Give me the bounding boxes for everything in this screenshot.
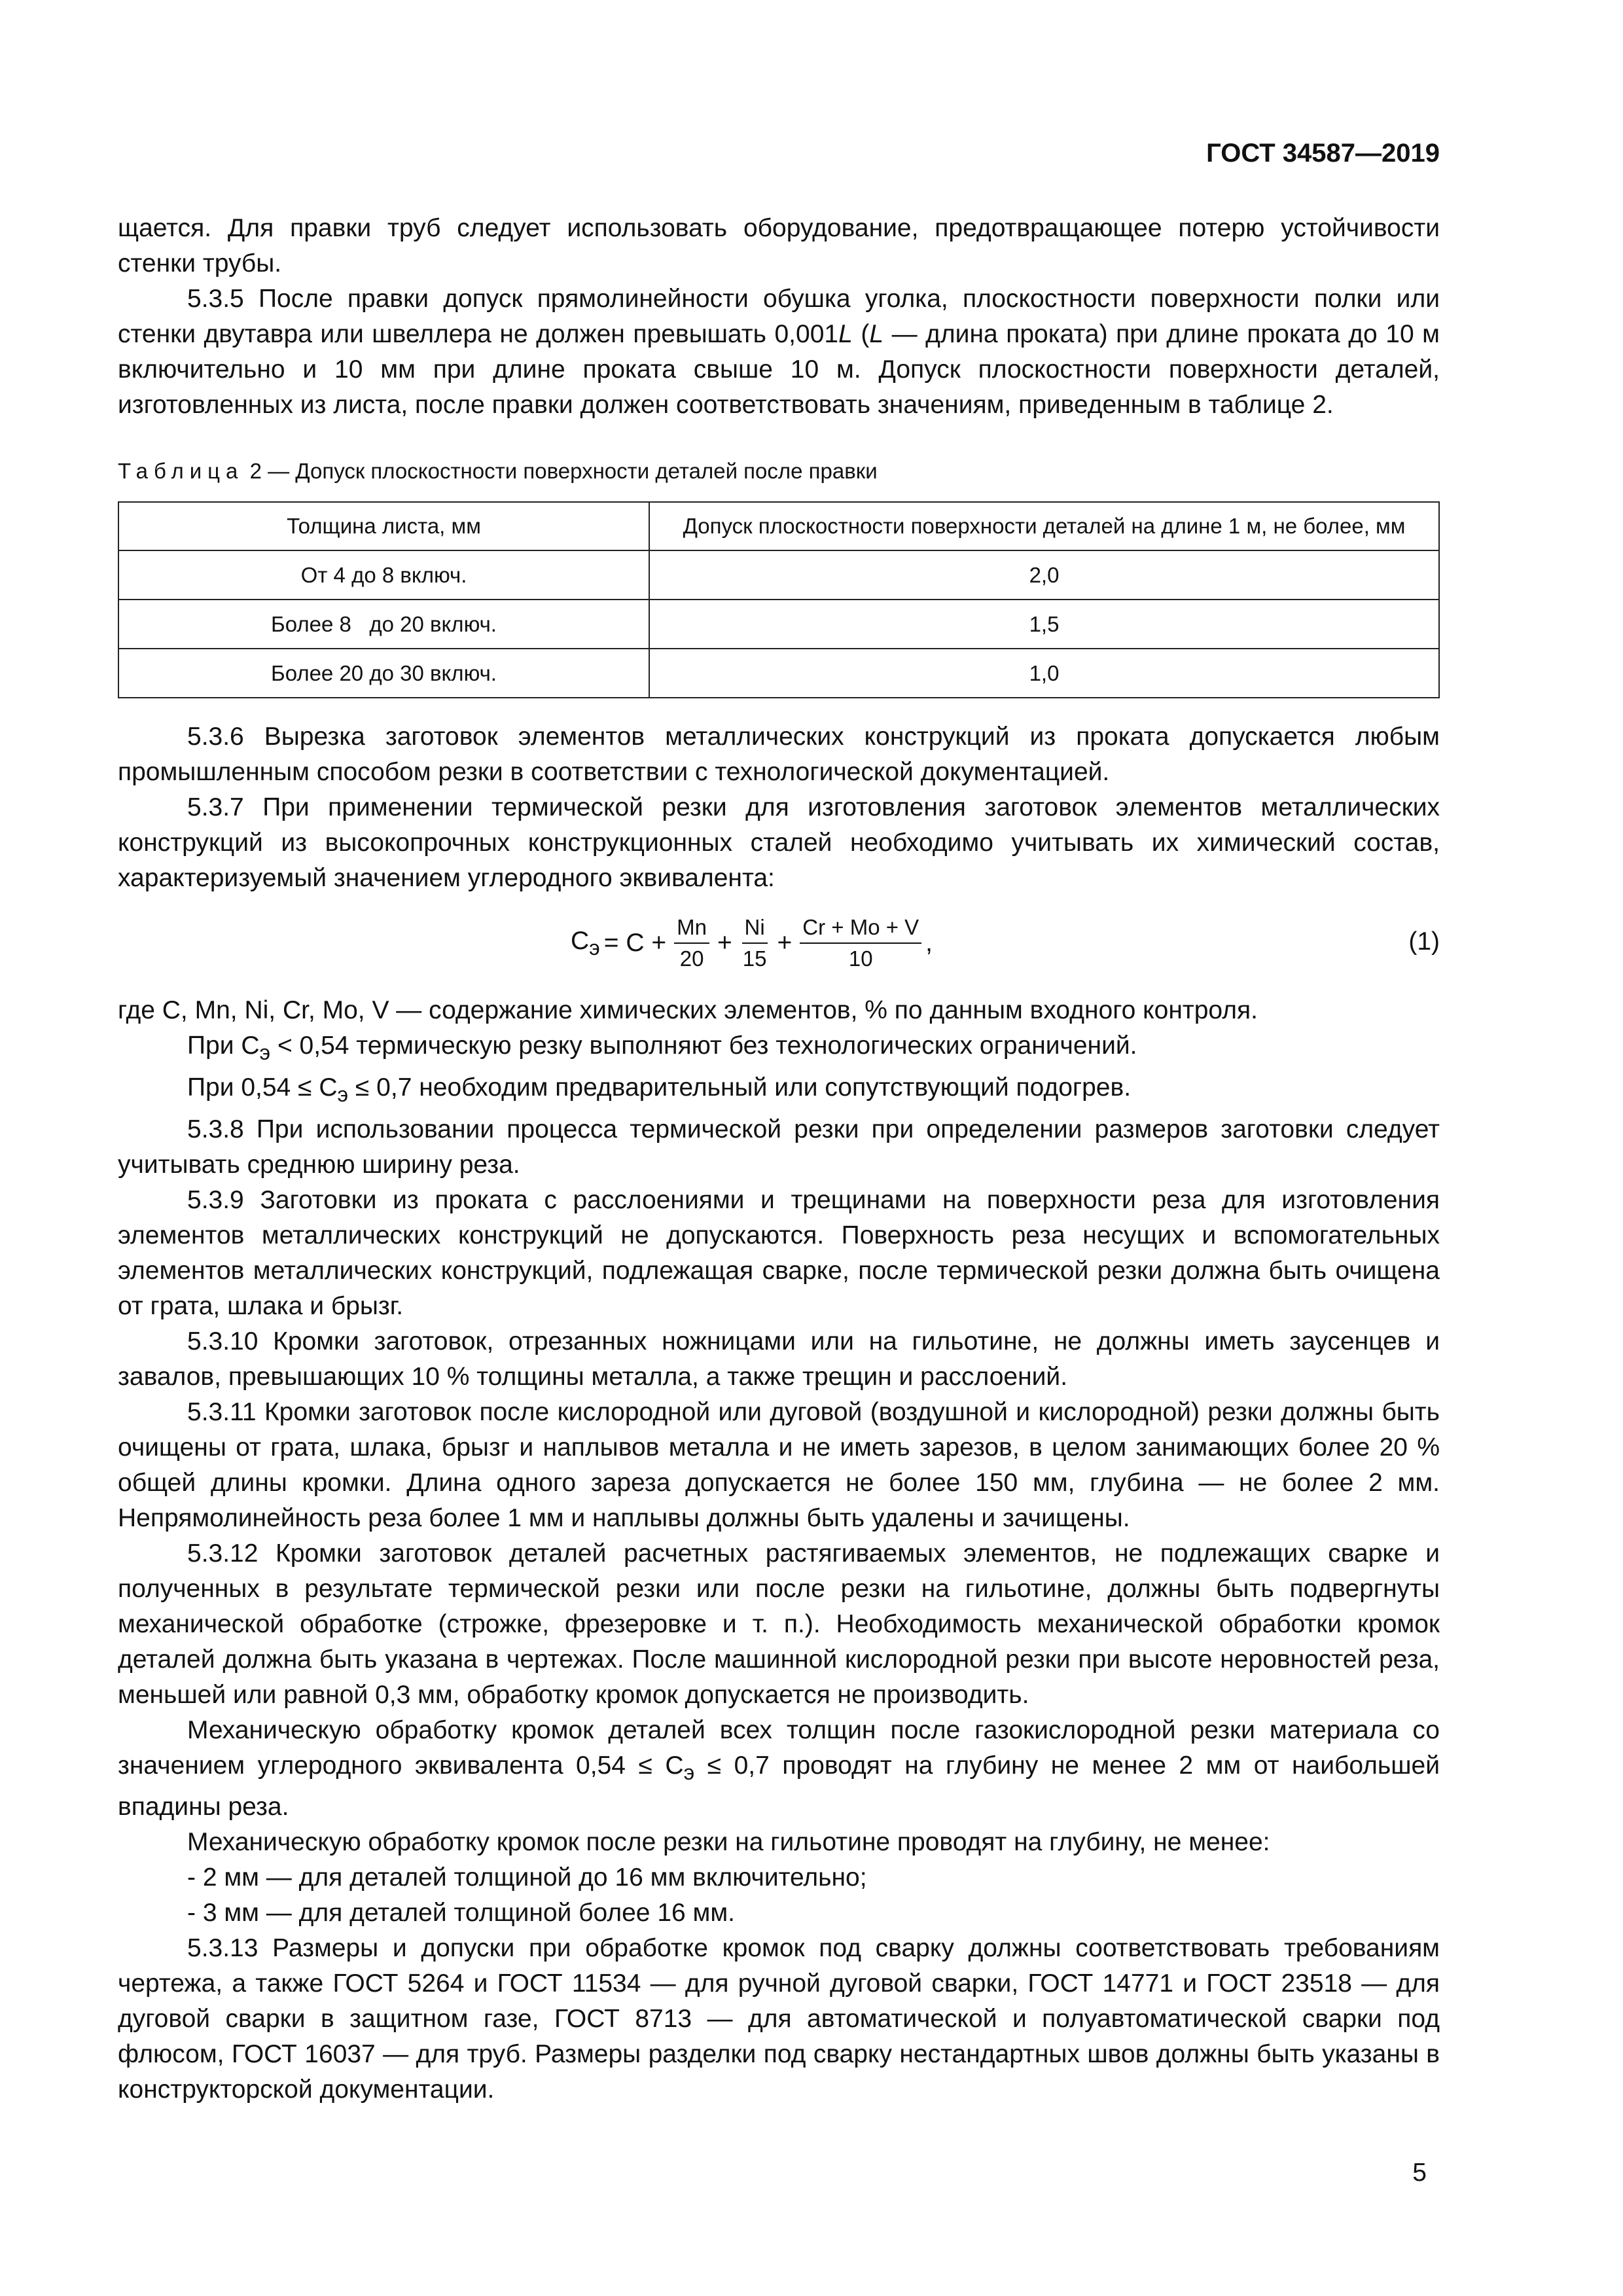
table-cell-thickness: Более 20 до 30 включ. xyxy=(118,649,649,698)
table-header-tolerance: Допуск плоскостности поверхности деталей на длине 1 м, не более, мм xyxy=(649,502,1439,550)
tolerance-table xyxy=(118,501,1440,698)
formula-lhs-base: C xyxy=(571,926,590,955)
table-row xyxy=(118,600,1439,649)
paragraph-ce-low xyxy=(118,1028,1440,1070)
ce-mid-text-b: ≤ 0,7 необходим предварительный или сопутствующий подогрев. xyxy=(348,1073,1132,1102)
formula-lhs-sub: э xyxy=(589,935,600,960)
formula-equals-c: = C + xyxy=(603,929,667,957)
ce-low-text-a: При C xyxy=(187,1031,260,1060)
paragraph-5-3-5 xyxy=(118,281,1440,423)
formula-number: (1) xyxy=(1408,927,1440,956)
formula-lhs xyxy=(571,927,600,960)
paragraph-mechanical-guillotine: Механическую обработку кромок после резки на гильотине проводят на глубину, не менее: xyxy=(187,1828,1270,1857)
table-header-thickness: Толщина листа, мм xyxy=(118,502,649,550)
ce-mid-text-a: При 0,54 ≤ C xyxy=(187,1073,338,1102)
table-cell-tolerance: 1,5 xyxy=(649,600,1439,649)
table-cell-tolerance: 2,0 xyxy=(649,550,1439,600)
p535-length-symbol-2: L xyxy=(869,320,884,348)
p535-text-a: 5.3.5 После правки допуск прямолинейности обушка уголка, плоскостности поверхности полки или стенки двутавра или швеллера не должен превышать 0,001 xyxy=(118,285,1440,348)
fraction-mn-denominator: 20 xyxy=(679,946,704,971)
ce-mid-sub: э xyxy=(337,1082,349,1106)
document-header xyxy=(118,137,1440,169)
mech-text-a: Механическую обработку кромок деталей всех толщин после газокислородной резки материала со значением углеродного эквивалента 0,54 ≤ C xyxy=(118,1715,1440,1780)
list-item: - 2 мм — для деталей толщиной до 16 мм включительно; xyxy=(187,1863,867,1892)
fraction-cr-mo-v-denominator: 10 xyxy=(848,946,873,971)
paragraph-5-3-11: 5.3.11 Кромки заготовок после кислородной или дуговой (воздушной и кислородной) резки должны быть очищены от грата, шлака, брызг и наплывов металла и не иметь зарезов, в целом занимающих более 20 % общей длины кромки. Длина одного зареза допускается не более 150 мм, глубина — не более 2 мм. Непрямолинейность реза более 1 мм и наплывы должны быть удалены и зачищены. xyxy=(118,1397,1440,1532)
table-row xyxy=(118,550,1439,600)
paragraph-5-3-12: 5.3.12 Кромки заготовок деталей расчетных растягиваемых элементов, не подлежащих сварке и полученных в результате термической резки или после резки на гильотине, должны быть подвергнуты механической обработке (строжке, фрезеровке и т. п.). Необходимость механической обработки кромок деталей должна быть указана в чертежах. После машинной кислородной резки при высоте неровностей реза, меньшей или равной 0,3 мм, обработку кромок допускается не производить. xyxy=(118,1539,1440,1709)
formula-comma: , xyxy=(925,929,933,957)
mech-text-b: ≤ 0,7 проводят на глубину не менее 2 мм от наибольшей впадины реза. xyxy=(118,1751,1440,1821)
formula-plus: + xyxy=(717,929,732,957)
p535-length-symbol-1: L xyxy=(838,320,853,348)
paragraph-5-3-6: 5.3.6 Вырезка заготовок элементов металлических конструкций из проката допускается любым промышленным способом резки в соответствии с технологической документацией. xyxy=(118,723,1440,786)
fraction-mn-numerator: Mn xyxy=(674,912,709,944)
fraction-ni-numerator: Ni xyxy=(742,912,768,944)
formula-plus: + xyxy=(777,929,793,957)
table-cell-thickness: От 4 до 8 включ. xyxy=(118,550,649,600)
p535-text-b: ( xyxy=(852,320,870,348)
table-cell-tolerance: 1,0 xyxy=(649,649,1439,698)
mech-sub: э xyxy=(683,1760,695,1784)
fraction-cr-mo-v xyxy=(800,912,921,974)
table-caption xyxy=(118,457,1440,486)
page-number: 5 xyxy=(1412,2159,1427,2187)
paragraph-5-3-10: 5.3.10 Кромки заготовок, отрезанных ножницами или на гильотине, не должны иметь заусенцев и завалов, превышающих 10 % толщины металла, а также трещин и расслоений. xyxy=(118,1327,1440,1391)
ce-low-sub: э xyxy=(259,1040,271,1064)
paragraph-5-3-13: 5.3.13 Размеры и допуски при обработке кромок под сварку должны соответствовать требованиям чертежа, а также ГОСТ 5264 и ГОСТ 11534 — для ручной дуговой сварки, ГОСТ 14771 и ГОСТ 23518 — для дуговой сварки в защитном газе, ГОСТ 8713 — для автоматической и полуавтоматической сварки под флюсом, ГОСТ 16037 — для труб. Размеры разделки под сварку нестандартных швов должны быть указаны в конструкторской документации. xyxy=(118,1934,1440,2104)
ce-low-text-b: < 0,54 термическую резку выполняют без технологических ограничений. xyxy=(270,1031,1137,1060)
paragraph-mechanical-gas xyxy=(118,1713,1440,1825)
table-caption-word: Таблица xyxy=(118,459,244,483)
table-cell-thickness: Более 8 до 20 включ. xyxy=(118,600,649,649)
paragraph-where: где C, Mn, Ni, Cr, Mo, V — содержание химических элементов, % по данным входного контроля. xyxy=(118,996,1258,1024)
carbon-equivalent-formula xyxy=(118,901,1440,985)
doc-id: ГОСТ 34587—2019 xyxy=(1206,139,1440,168)
table-caption-text: 2 — Допуск плоскостности поверхности деталей после правки xyxy=(249,459,878,483)
p535-text-c: — длина проката) при длине проката до 10 м включительно и 10 мм при длине проката свыше 10 м. Допуск плоскостности поверхности деталей, изготовленных из листа, после правки должен соответствовать значениям, приведенным в таблице 2. xyxy=(118,320,1440,419)
table-row xyxy=(118,649,1439,698)
paragraph-continuation: щается. Для правки труб следует использовать оборудование, предотвращающее потерю устойчивости стенки трубы. xyxy=(118,214,1440,278)
formula-body xyxy=(571,901,933,985)
table-header-row xyxy=(118,502,1439,550)
paragraph-5-3-8: 5.3.8 При использовании процесса термической резки при определении размеров заготовки следует учитывать среднюю ширину реза. xyxy=(118,1115,1440,1179)
fraction-ni xyxy=(740,912,770,974)
paragraph-5-3-7: 5.3.7 При применении термической резки для изготовления заготовок элементов металлических конструкций из высокопрочных конструкционных сталей необходимо учитывать их химический состав, характеризуемый значением углеродного эквивалента: xyxy=(118,793,1440,892)
fraction-cr-mo-v-numerator: Cr + Mo + V xyxy=(800,912,921,944)
fraction-ni-denominator: 15 xyxy=(742,946,767,971)
fraction-mn xyxy=(674,912,709,974)
document-page xyxy=(118,137,1440,2108)
paragraph-ce-mid xyxy=(118,1070,1440,1112)
paragraph-5-3-9: 5.3.9 Заготовки из проката с расслоениями и трещинами на поверхности реза для изготовления элементов металлических конструкций не допускаются. Поверхность реза несущих и вспомогательных элементов металлических конструкций, подлежащая сварке, после термической резки должна быть очищена от грата, шлака и брызг. xyxy=(118,1185,1440,1320)
list-item: - 3 мм — для деталей толщиной более 16 мм. xyxy=(187,1899,735,1928)
